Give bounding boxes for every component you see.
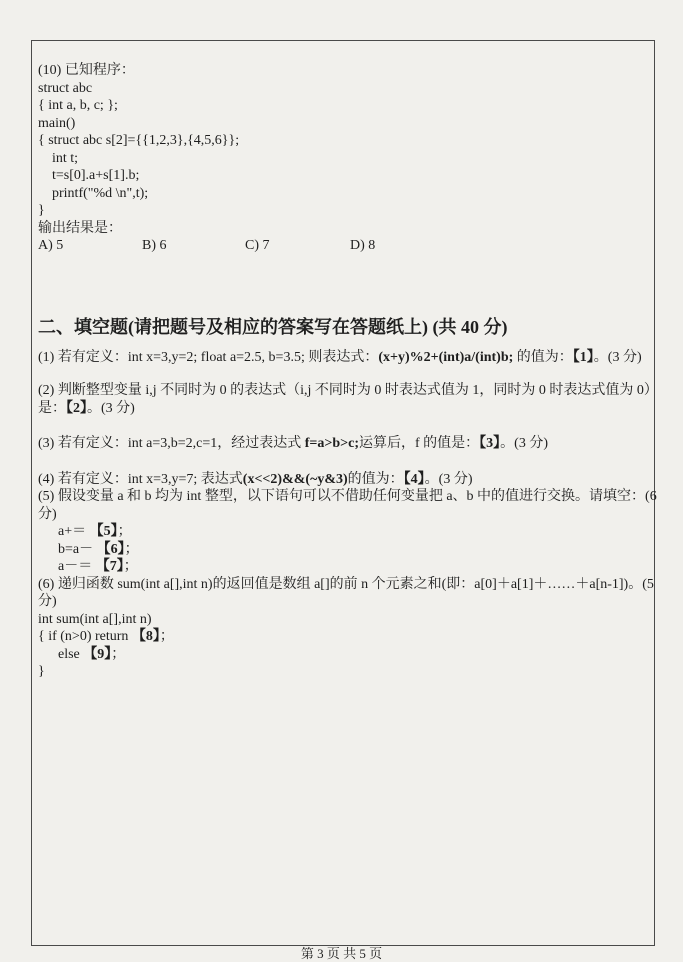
q6-code-line: } <box>38 664 45 679</box>
q5-code: a－＝ <box>58 559 93 574</box>
semicolon: ； <box>159 629 174 644</box>
q6-code: else <box>58 646 84 662</box>
q6-text: (6) 递归函数 sum(int a[],int n)的返回值是数组 a[]的前 n 个元素之和(即：a[0]＋a[1]＋……＋a[n-1])。(5 分) <box>38 576 654 609</box>
section-title: 二、填空题(请把题号及相应的答案写在答题纸上) (共 40 分) <box>38 317 508 337</box>
q6-code: { if (n>0) return <box>38 629 132 644</box>
q1-expression: (x+y)%2+(int)a/(int)b; <box>378 349 514 365</box>
q10-code-line: struct abc <box>38 80 93 96</box>
q10-title: (10) 已知程序： <box>38 63 135 78</box>
q3-expression: f=a>b>c; <box>304 436 359 451</box>
exam-content <box>38 62 658 681</box>
option-c: C) 7 <box>245 238 270 253</box>
page-footer: 第 3 页 共 5 页 <box>300 946 383 961</box>
fill-q3 <box>38 435 658 453</box>
q10-code-line: { struct abc s[2]={{1,2,3},{4,5,6}}; <box>38 133 240 148</box>
q10-code-line: printf("%d \n",t); <box>52 185 149 201</box>
blank-5: 【5】 <box>89 524 118 539</box>
q4-score: 。(3 分) <box>424 471 473 487</box>
blank-3: 【3】 <box>479 436 501 451</box>
semicolon: ； <box>123 559 138 574</box>
blank-4: 【4】 <box>403 471 425 487</box>
q3-text-2: 运算后，f 的值是： <box>358 436 480 451</box>
blank-8: 【8】 <box>131 629 160 644</box>
blank-9: 【9】 <box>83 646 112 662</box>
q2-text: (2) 判断整型变量 i,j 不同时为 0 的表达式（i,j 不同时为 0 时表达式值为 1，同时为 0 时表达式值为 0）是： <box>38 383 658 416</box>
q10-code-line: t=s[0].a+s[1].b; <box>52 168 140 183</box>
fill-q2 <box>38 382 658 417</box>
q1-text: (1) 若有定义：int x=3,y=2; float a=2.5, b=3.5; 则表达式： <box>38 349 379 365</box>
fill-q5 <box>38 488 658 576</box>
q10-code-line: { int a, b, c; }; <box>38 98 118 113</box>
question-10 <box>38 62 658 257</box>
q3-score: 。(3 分) <box>500 436 548 451</box>
fill-q6 <box>38 576 658 681</box>
option-a: A) 5 <box>38 238 64 253</box>
q5-line-1 <box>38 523 658 541</box>
q5-code: b=a－ <box>58 541 94 557</box>
q10-code-line: int t; <box>52 150 79 166</box>
q5-line-3 <box>38 558 658 576</box>
q1-score: 。(3 分) <box>593 349 642 365</box>
q6-code-line <box>38 646 658 664</box>
q4-text-2: 的值为： <box>347 471 404 487</box>
q5-code: a+＝ <box>58 524 87 539</box>
q4-text: (4) 若有定义：int x=3,y=7; 表达式 <box>38 471 243 487</box>
q2-score: 。(3 分) <box>87 400 135 416</box>
blank-6: 【6】 <box>96 541 125 557</box>
blank-7: 【7】 <box>95 559 124 574</box>
blank-2: 【2】 <box>66 400 87 416</box>
blank-1: 【1】 <box>572 349 594 365</box>
q3-text: (3) 若有定义：int a=3,b=2,c=1，经过表达式 <box>38 436 305 451</box>
semicolon: ； <box>124 541 139 557</box>
semicolon: ； <box>117 524 132 539</box>
q5-line-2 <box>38 541 658 559</box>
fill-q4 <box>38 471 658 489</box>
q1-text-2: 的值为： <box>513 349 573 365</box>
fill-q1 <box>38 349 658 367</box>
semicolon: ； <box>111 646 126 662</box>
q6-code-line: int sum(int a[],int n) <box>38 611 152 627</box>
option-b: B) 6 <box>142 238 167 253</box>
q10-code-line: main() <box>38 115 76 131</box>
q6-code-line <box>38 628 658 646</box>
q10-code-line: } <box>38 203 45 218</box>
q10-output-prompt: 输出结果是： <box>38 220 122 236</box>
q10-options <box>38 237 658 257</box>
q5-text: (5) 假设变量 a 和 b 均为 int 整型，以下语句可以不借助任何变量把 a、b 中的值进行交换。请填空：(6 分) <box>38 489 657 522</box>
option-d: D) 8 <box>350 238 376 253</box>
q4-expression: (x<<2)&&(~y&3) <box>242 471 348 487</box>
